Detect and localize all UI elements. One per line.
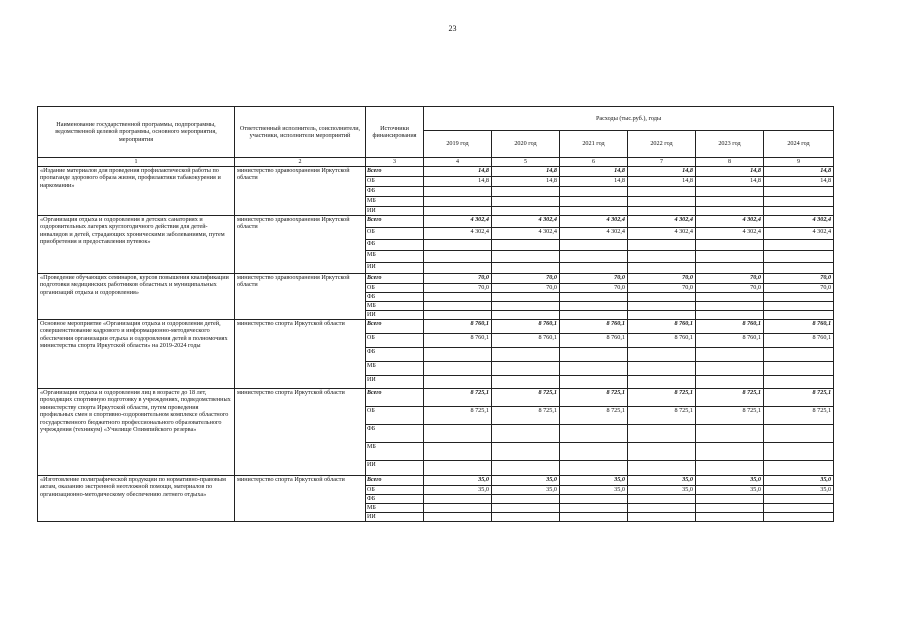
funding-source: ИИ xyxy=(366,461,424,476)
total-value: 8 725,1 xyxy=(560,389,628,407)
empty-value xyxy=(560,311,628,320)
total-value: 70,0 xyxy=(628,274,696,284)
measure-name: «Организация отдыха и оздоровления лиц в возрасте до 18 лет, проходящих спортивную подготовку в учреждениях, подведомственных министерству спорта Иркутской области, путем проведения профильных смен в спортивно-оздоровительном комплексе областного государственного бюджетного профессионального образовательного учреждения (техникум) «Училище Олимпийского резерва» xyxy=(38,389,235,476)
total-value: 35,0 xyxy=(764,476,834,486)
empty-value xyxy=(628,187,696,197)
total-value: 35,0 xyxy=(696,476,764,486)
ob-value: 35,0 xyxy=(424,486,492,495)
total-value: 4 302,4 xyxy=(424,216,492,228)
ob-value: 8 760,1 xyxy=(492,334,560,348)
column-index: 6 xyxy=(560,158,628,167)
empty-value xyxy=(696,513,764,522)
funding-source: ОБ xyxy=(366,177,424,187)
empty-value xyxy=(628,293,696,302)
responsible-executor: министерство здравоохранения Иркутской области xyxy=(235,274,366,320)
measure-name: «Проведение обучающих семинаров, курсов повышения квалификации подготовки медицинских работников областных и муниципальных организаций отдыха и оздоровления» xyxy=(38,274,235,320)
funding-source: МБ xyxy=(366,251,424,263)
header-expenses: Расходы (тыс.руб.), годы xyxy=(424,107,834,131)
empty-value xyxy=(492,263,560,274)
empty-value xyxy=(492,425,560,443)
empty-value xyxy=(424,362,492,376)
empty-value xyxy=(696,348,764,362)
empty-value xyxy=(696,495,764,504)
page-number: 23 xyxy=(448,24,457,33)
empty-value xyxy=(424,302,492,311)
empty-value xyxy=(492,197,560,207)
total-value: 14,8 xyxy=(628,167,696,177)
empty-value xyxy=(764,311,834,320)
empty-value xyxy=(764,376,834,389)
column-index-row xyxy=(38,158,834,167)
empty-value xyxy=(696,251,764,263)
total-value: 8 725,1 xyxy=(764,389,834,407)
empty-value xyxy=(424,461,492,476)
table-row xyxy=(38,476,834,486)
empty-value xyxy=(424,425,492,443)
total-value: 8 760,1 xyxy=(424,320,492,334)
ob-value: 8 725,1 xyxy=(492,407,560,425)
empty-value xyxy=(492,443,560,461)
empty-value xyxy=(628,251,696,263)
measure-name: Основное мероприятие «Организация отдыха и оздоровления детей, совершенствование кадрового и информационно-методического обеспечения организации отдыха и оздоровления детей в полномочиях министерства спорта Иркутской области» на 2019-2024 годы xyxy=(38,320,235,389)
ob-value: 8 725,1 xyxy=(424,407,492,425)
empty-value xyxy=(560,251,628,263)
ob-value: 8 760,1 xyxy=(424,334,492,348)
empty-value xyxy=(492,513,560,522)
empty-value xyxy=(492,251,560,263)
empty-value xyxy=(424,251,492,263)
empty-value xyxy=(560,495,628,504)
measure-name: «Издание материалов для проведения профилактической работы по пропаганде здорового образа жизни, профилактики табакокурения и наркомании» xyxy=(38,167,235,216)
empty-value xyxy=(696,187,764,197)
empty-value xyxy=(628,263,696,274)
empty-value xyxy=(424,311,492,320)
empty-value xyxy=(560,425,628,443)
empty-value xyxy=(628,504,696,513)
total-value: 8 760,1 xyxy=(628,320,696,334)
empty-value xyxy=(628,362,696,376)
column-index: 5 xyxy=(492,158,560,167)
empty-value xyxy=(424,504,492,513)
total-value: 4 302,4 xyxy=(628,216,696,228)
empty-value xyxy=(628,443,696,461)
ob-value: 35,0 xyxy=(764,486,834,495)
empty-value xyxy=(424,513,492,522)
funding-source: Всего xyxy=(366,476,424,486)
ob-value: 8 760,1 xyxy=(764,334,834,348)
header-year: 2023 год xyxy=(696,131,764,158)
total-value: 14,8 xyxy=(696,167,764,177)
empty-value xyxy=(560,461,628,476)
empty-value xyxy=(696,362,764,376)
ob-value: 4 302,4 xyxy=(492,228,560,240)
empty-value xyxy=(764,513,834,522)
empty-value xyxy=(492,311,560,320)
funding-source: ОБ xyxy=(366,284,424,293)
empty-value xyxy=(696,443,764,461)
ob-value: 14,8 xyxy=(424,177,492,187)
funding-source: МБ xyxy=(366,504,424,513)
measure-name: «Изготовление полиграфической продукции по нормативно-правовым актам, оказанию экстренной неотложной помощи, материалов по организационно-методическому обеспечению летнего отдыха» xyxy=(38,476,235,522)
header-year: 2019 год xyxy=(424,131,492,158)
funding-source: Всего xyxy=(366,274,424,284)
empty-value xyxy=(492,187,560,197)
total-value: 35,0 xyxy=(628,476,696,486)
empty-value xyxy=(560,504,628,513)
total-value: 4 302,4 xyxy=(560,216,628,228)
empty-value xyxy=(492,504,560,513)
funding-source: ИИ xyxy=(366,513,424,522)
empty-value xyxy=(492,495,560,504)
total-value: 14,8 xyxy=(560,167,628,177)
empty-value xyxy=(696,376,764,389)
empty-value xyxy=(560,513,628,522)
total-value: 8 725,1 xyxy=(696,389,764,407)
ob-value: 35,0 xyxy=(696,486,764,495)
empty-value xyxy=(764,504,834,513)
ob-value: 8 725,1 xyxy=(628,407,696,425)
empty-value xyxy=(492,207,560,216)
ob-value: 8 760,1 xyxy=(560,334,628,348)
header-source: Источники финансирования xyxy=(366,107,424,158)
empty-value xyxy=(492,240,560,251)
total-value: 70,0 xyxy=(424,274,492,284)
empty-value xyxy=(492,302,560,311)
funding-source: МБ xyxy=(366,443,424,461)
empty-value xyxy=(764,443,834,461)
column-index: 3 xyxy=(366,158,424,167)
table-row xyxy=(38,167,834,177)
header-responsible: Ответственный исполнитель, соисполнители, участники, исполнители мероприятий xyxy=(235,107,366,158)
column-index: 7 xyxy=(628,158,696,167)
ob-value: 14,8 xyxy=(492,177,560,187)
funding-source: МБ xyxy=(366,197,424,207)
empty-value xyxy=(628,461,696,476)
empty-value xyxy=(628,513,696,522)
empty-value xyxy=(424,207,492,216)
empty-value xyxy=(628,311,696,320)
measure-name: «Организация отдыха и оздоровления в детских санаториях и оздоровительных лагерях круглогодичного действия для детей-инвалидов и детей, страдающих хроническими заболеваниями, путем приобретения и предоставления путевок» xyxy=(38,216,235,274)
ob-value: 4 302,4 xyxy=(560,228,628,240)
ob-value: 70,0 xyxy=(492,284,560,293)
ob-value: 8 725,1 xyxy=(560,407,628,425)
responsible-executor: министерство спорта Иркутской области xyxy=(235,389,366,476)
ob-value: 4 302,4 xyxy=(764,228,834,240)
header-year: 2024 год xyxy=(764,131,834,158)
empty-value xyxy=(696,263,764,274)
empty-value xyxy=(696,293,764,302)
funding-source: ОБ xyxy=(366,228,424,240)
total-value: 8 725,1 xyxy=(492,389,560,407)
total-value: 8 725,1 xyxy=(628,389,696,407)
responsible-executor: министерство здравоохранения Иркутской области xyxy=(235,167,366,216)
empty-value xyxy=(696,504,764,513)
empty-value xyxy=(560,376,628,389)
ob-value: 4 302,4 xyxy=(628,228,696,240)
empty-value xyxy=(764,251,834,263)
empty-value xyxy=(492,348,560,362)
empty-value xyxy=(764,293,834,302)
empty-value xyxy=(560,187,628,197)
empty-value xyxy=(696,197,764,207)
empty-value xyxy=(560,240,628,251)
funding-source: ОБ xyxy=(366,407,424,425)
empty-value xyxy=(492,461,560,476)
empty-value xyxy=(424,293,492,302)
total-value: 35,0 xyxy=(492,476,560,486)
empty-value xyxy=(424,495,492,504)
empty-value xyxy=(628,348,696,362)
empty-value xyxy=(764,263,834,274)
empty-value xyxy=(696,207,764,216)
empty-value xyxy=(560,362,628,376)
empty-value xyxy=(696,311,764,320)
empty-value xyxy=(764,461,834,476)
column-index: 1 xyxy=(38,158,235,167)
empty-value xyxy=(764,240,834,251)
table-body xyxy=(38,167,834,522)
total-value: 4 302,4 xyxy=(492,216,560,228)
header-name: Наименование государственной программы, подпрограммы, ведомственной целевой программы, основного мероприятия, мероприятия xyxy=(38,107,235,158)
empty-value xyxy=(492,376,560,389)
total-value: 8 760,1 xyxy=(696,320,764,334)
funding-source: МБ xyxy=(366,362,424,376)
table-row xyxy=(38,216,834,228)
ob-value: 8 760,1 xyxy=(696,334,764,348)
empty-value xyxy=(628,240,696,251)
ob-value: 14,8 xyxy=(764,177,834,187)
column-index: 9 xyxy=(764,158,834,167)
empty-value xyxy=(764,302,834,311)
empty-value xyxy=(696,240,764,251)
empty-value xyxy=(696,302,764,311)
empty-value xyxy=(560,443,628,461)
ob-value: 70,0 xyxy=(764,284,834,293)
empty-value xyxy=(764,495,834,504)
empty-value xyxy=(696,425,764,443)
empty-value xyxy=(560,207,628,216)
ob-value: 14,8 xyxy=(560,177,628,187)
total-value: 70,0 xyxy=(764,274,834,284)
responsible-executor: министерство спорта Иркутской области xyxy=(235,320,366,389)
funding-source: ИИ xyxy=(366,311,424,320)
table-row xyxy=(38,320,834,334)
header-year: 2022 год xyxy=(628,131,696,158)
funding-source: Всего xyxy=(366,389,424,407)
funding-source: ФБ xyxy=(366,425,424,443)
total-value: 70,0 xyxy=(492,274,560,284)
total-value: 35,0 xyxy=(424,476,492,486)
funding-source: ОБ xyxy=(366,334,424,348)
funding-source: ФБ xyxy=(366,240,424,251)
ob-value: 35,0 xyxy=(628,486,696,495)
empty-value xyxy=(764,425,834,443)
table-row xyxy=(38,389,834,407)
empty-value xyxy=(560,197,628,207)
empty-value xyxy=(560,293,628,302)
funding-source: Всего xyxy=(366,167,424,177)
total-value: 35,0 xyxy=(560,476,628,486)
total-value: 8 760,1 xyxy=(764,320,834,334)
funding-source: ИИ xyxy=(366,207,424,216)
ob-value: 35,0 xyxy=(492,486,560,495)
empty-value xyxy=(764,197,834,207)
funding-source: МБ xyxy=(366,302,424,311)
empty-value xyxy=(628,376,696,389)
empty-value xyxy=(492,362,560,376)
ob-value: 70,0 xyxy=(628,284,696,293)
responsible-executor: министерство здравоохранения Иркутской области xyxy=(235,216,366,274)
empty-value xyxy=(628,495,696,504)
ob-value: 14,8 xyxy=(696,177,764,187)
empty-value xyxy=(424,376,492,389)
empty-value xyxy=(764,348,834,362)
responsible-executor: министерство спорта Иркутской области xyxy=(235,476,366,522)
empty-value xyxy=(764,207,834,216)
empty-value xyxy=(628,207,696,216)
header-year: 2021 год xyxy=(560,131,628,158)
total-value: 4 302,4 xyxy=(764,216,834,228)
total-value: 4 302,4 xyxy=(696,216,764,228)
ob-value: 14,8 xyxy=(628,177,696,187)
ob-value: 4 302,4 xyxy=(424,228,492,240)
column-index: 2 xyxy=(235,158,366,167)
empty-value xyxy=(696,461,764,476)
funding-source: Всего xyxy=(366,320,424,334)
ob-value: 8 760,1 xyxy=(628,334,696,348)
total-value: 70,0 xyxy=(696,274,764,284)
ob-value: 70,0 xyxy=(696,284,764,293)
empty-value xyxy=(628,197,696,207)
column-index: 4 xyxy=(424,158,492,167)
total-value: 8 760,1 xyxy=(560,320,628,334)
funding-source: ФБ xyxy=(366,187,424,197)
empty-value xyxy=(424,197,492,207)
empty-value xyxy=(560,302,628,311)
funding-source: Всего xyxy=(366,216,424,228)
empty-value xyxy=(560,263,628,274)
empty-value xyxy=(560,348,628,362)
empty-value xyxy=(424,263,492,274)
expenses-table xyxy=(37,106,834,522)
total-value: 14,8 xyxy=(764,167,834,177)
empty-value xyxy=(628,425,696,443)
funding-source: ОБ xyxy=(366,486,424,495)
empty-value xyxy=(424,443,492,461)
empty-value xyxy=(492,293,560,302)
ob-value: 8 725,1 xyxy=(764,407,834,425)
total-value: 8 725,1 xyxy=(424,389,492,407)
funding-source: ИИ xyxy=(366,376,424,389)
empty-value xyxy=(764,362,834,376)
ob-value: 8 725,1 xyxy=(696,407,764,425)
empty-value xyxy=(764,187,834,197)
empty-value xyxy=(424,240,492,251)
ob-value: 35,0 xyxy=(560,486,628,495)
table-row xyxy=(38,274,834,284)
empty-value xyxy=(628,302,696,311)
funding-source: ФБ xyxy=(366,293,424,302)
funding-source: ФБ xyxy=(366,495,424,504)
empty-value xyxy=(424,348,492,362)
column-index: 8 xyxy=(696,158,764,167)
total-value: 8 760,1 xyxy=(492,320,560,334)
empty-value xyxy=(424,187,492,197)
funding-source: ИИ xyxy=(366,263,424,274)
total-value: 70,0 xyxy=(560,274,628,284)
total-value: 14,8 xyxy=(492,167,560,177)
ob-value: 4 302,4 xyxy=(696,228,764,240)
total-value: 14,8 xyxy=(424,167,492,177)
ob-value: 70,0 xyxy=(424,284,492,293)
ob-value: 70,0 xyxy=(560,284,628,293)
header-year: 2020 год xyxy=(492,131,560,158)
funding-source: ФБ xyxy=(366,348,424,362)
